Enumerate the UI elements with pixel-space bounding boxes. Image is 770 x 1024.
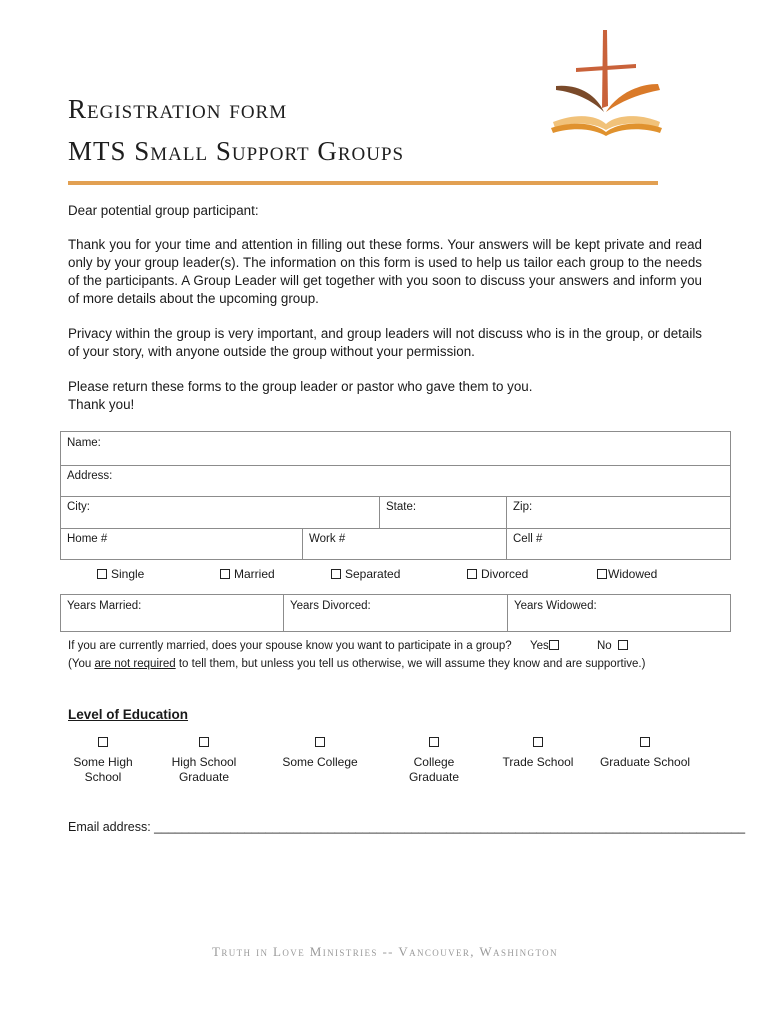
city-field[interactable] <box>60 496 380 529</box>
ministry-footer: Truth in Love Ministries -- Vancouver, Washington <box>212 944 558 959</box>
spouse-no-option[interactable] <box>597 640 628 652</box>
education-option-high-school-graduate[interactable] <box>149 737 259 785</box>
spouse-note-emphasis: are not required <box>94 658 176 670</box>
education-option-trade-school[interactable] <box>483 737 593 770</box>
some-high-school-checkbox[interactable] <box>98 737 108 747</box>
trade-school-checkbox[interactable] <box>533 737 543 747</box>
zip-label: Zip: <box>513 501 533 513</box>
some-college-checkbox[interactable] <box>315 737 325 747</box>
marital-option-married[interactable] <box>220 567 275 581</box>
address-label: Address: <box>67 470 113 482</box>
separated-checkbox[interactable] <box>331 569 341 579</box>
some-high-school-label-2: School <box>84 770 122 784</box>
intro-paragraph-2 <box>68 325 702 361</box>
years-married-label: Years Married: <box>67 600 142 612</box>
married-label: Married <box>234 567 275 581</box>
graduate-school-checkbox[interactable] <box>640 737 650 747</box>
trade-school-label: Trade School <box>502 755 574 769</box>
no-checkbox[interactable] <box>618 640 628 650</box>
cross-book-logo <box>548 28 668 138</box>
spouse-note <box>68 658 645 670</box>
college-graduate-checkbox[interactable] <box>429 737 439 747</box>
work-phone-field[interactable] <box>303 528 507 560</box>
some-college-label: Some College <box>282 755 358 769</box>
email-label: Email address: <box>68 820 151 834</box>
email-input-line[interactable]: _____________________________________________________________________________________ <box>154 820 746 834</box>
form-title-line2: MTS Small Support Groups <box>68 136 405 166</box>
name-field[interactable] <box>60 431 731 466</box>
education-option-some-college[interactable] <box>265 737 375 770</box>
marital-option-separated[interactable] <box>331 567 400 581</box>
education-option-some-high-school[interactable] <box>48 737 158 785</box>
greeting: Dear potential group participant: <box>68 203 259 218</box>
marital-option-divorced[interactable] <box>467 567 528 581</box>
address-field[interactable] <box>60 465 731 497</box>
home-phone-label: Home # <box>67 533 108 545</box>
divorced-checkbox[interactable] <box>467 569 477 579</box>
yes-label: Yes <box>530 640 549 652</box>
years-divorced-label: Years Divorced: <box>290 600 371 612</box>
marital-option-widowed[interactable] <box>597 567 657 581</box>
title-divider <box>68 181 658 185</box>
education-option-graduate-school[interactable] <box>590 737 700 770</box>
intro-paragraph-1 <box>68 236 702 308</box>
spouse-question: If you are currently married, does your spouse know you want to participate in a group? <box>68 640 512 652</box>
years-widowed-field[interactable] <box>508 594 731 632</box>
years-divorced-field[interactable] <box>284 594 508 632</box>
state-label: State: <box>386 501 417 513</box>
spouse-yes-option[interactable] <box>530 640 559 652</box>
home-phone-field[interactable] <box>60 528 303 560</box>
single-checkbox[interactable] <box>97 569 107 579</box>
education-option-college-graduate[interactable] <box>379 737 489 785</box>
education-heading: Level of Education <box>68 707 189 722</box>
years-married-field[interactable] <box>60 594 284 632</box>
high-school-graduate-label-1: High School <box>171 755 237 769</box>
some-high-school-label-1: Some High <box>73 755 133 769</box>
years-widowed-label: Years Widowed: <box>514 600 597 612</box>
cell-phone-label: Cell # <box>513 533 543 545</box>
zip-field[interactable] <box>507 496 731 529</box>
email-row <box>68 820 746 834</box>
high-school-graduate-checkbox[interactable] <box>199 737 209 747</box>
name-label: Name: <box>67 437 101 449</box>
no-label: No <box>597 640 612 652</box>
intro-paragraph-1-text: Thank you for your time and attention in filling out these forms. Your answers will be kept private and read only by your group leader(s). The information on this form is used to help us tailor each group to the needs of the participants. A Group Leader will get together with you soon to discuss your answers and inform you of more details about the upcoming group. <box>68 237 702 306</box>
spouse-note-prefix: (You <box>68 658 95 670</box>
separated-label: Separated <box>345 567 401 581</box>
graduate-school-label: Graduate School <box>599 755 691 769</box>
married-checkbox[interactable] <box>220 569 230 579</box>
single-label: Single <box>111 567 145 581</box>
marital-option-single[interactable] <box>97 567 144 581</box>
cell-phone-field[interactable] <box>507 528 731 560</box>
return-instructions: Please return these forms to the group leader or pastor who gave them to you. <box>68 379 533 394</box>
divorced-label: Divorced <box>481 567 529 581</box>
spouse-note-suffix: to tell them, but unless you tell us otherwise, we will assume they know and are supportive.) <box>175 658 646 670</box>
intro-paragraph-3 <box>68 378 702 414</box>
city-label: City: <box>67 501 90 513</box>
widowed-label: Widowed <box>608 567 658 581</box>
college-graduate-label-1: College <box>413 755 455 769</box>
form-title-line1: Registration form <box>68 94 288 124</box>
college-graduate-label-2: Graduate <box>408 770 460 784</box>
intro-paragraph-2-text: Privacy within the group is very important, and group leaders will not discuss who is in the group, or details of your story, with anyone outside the group without your permission. <box>68 326 702 359</box>
work-phone-label: Work # <box>309 533 346 545</box>
widowed-checkbox[interactable] <box>597 569 607 579</box>
high-school-graduate-label-2: Graduate <box>178 770 230 784</box>
thank-you: Thank you! <box>68 397 135 412</box>
state-field[interactable] <box>380 496 507 529</box>
yes-checkbox[interactable] <box>549 640 559 650</box>
